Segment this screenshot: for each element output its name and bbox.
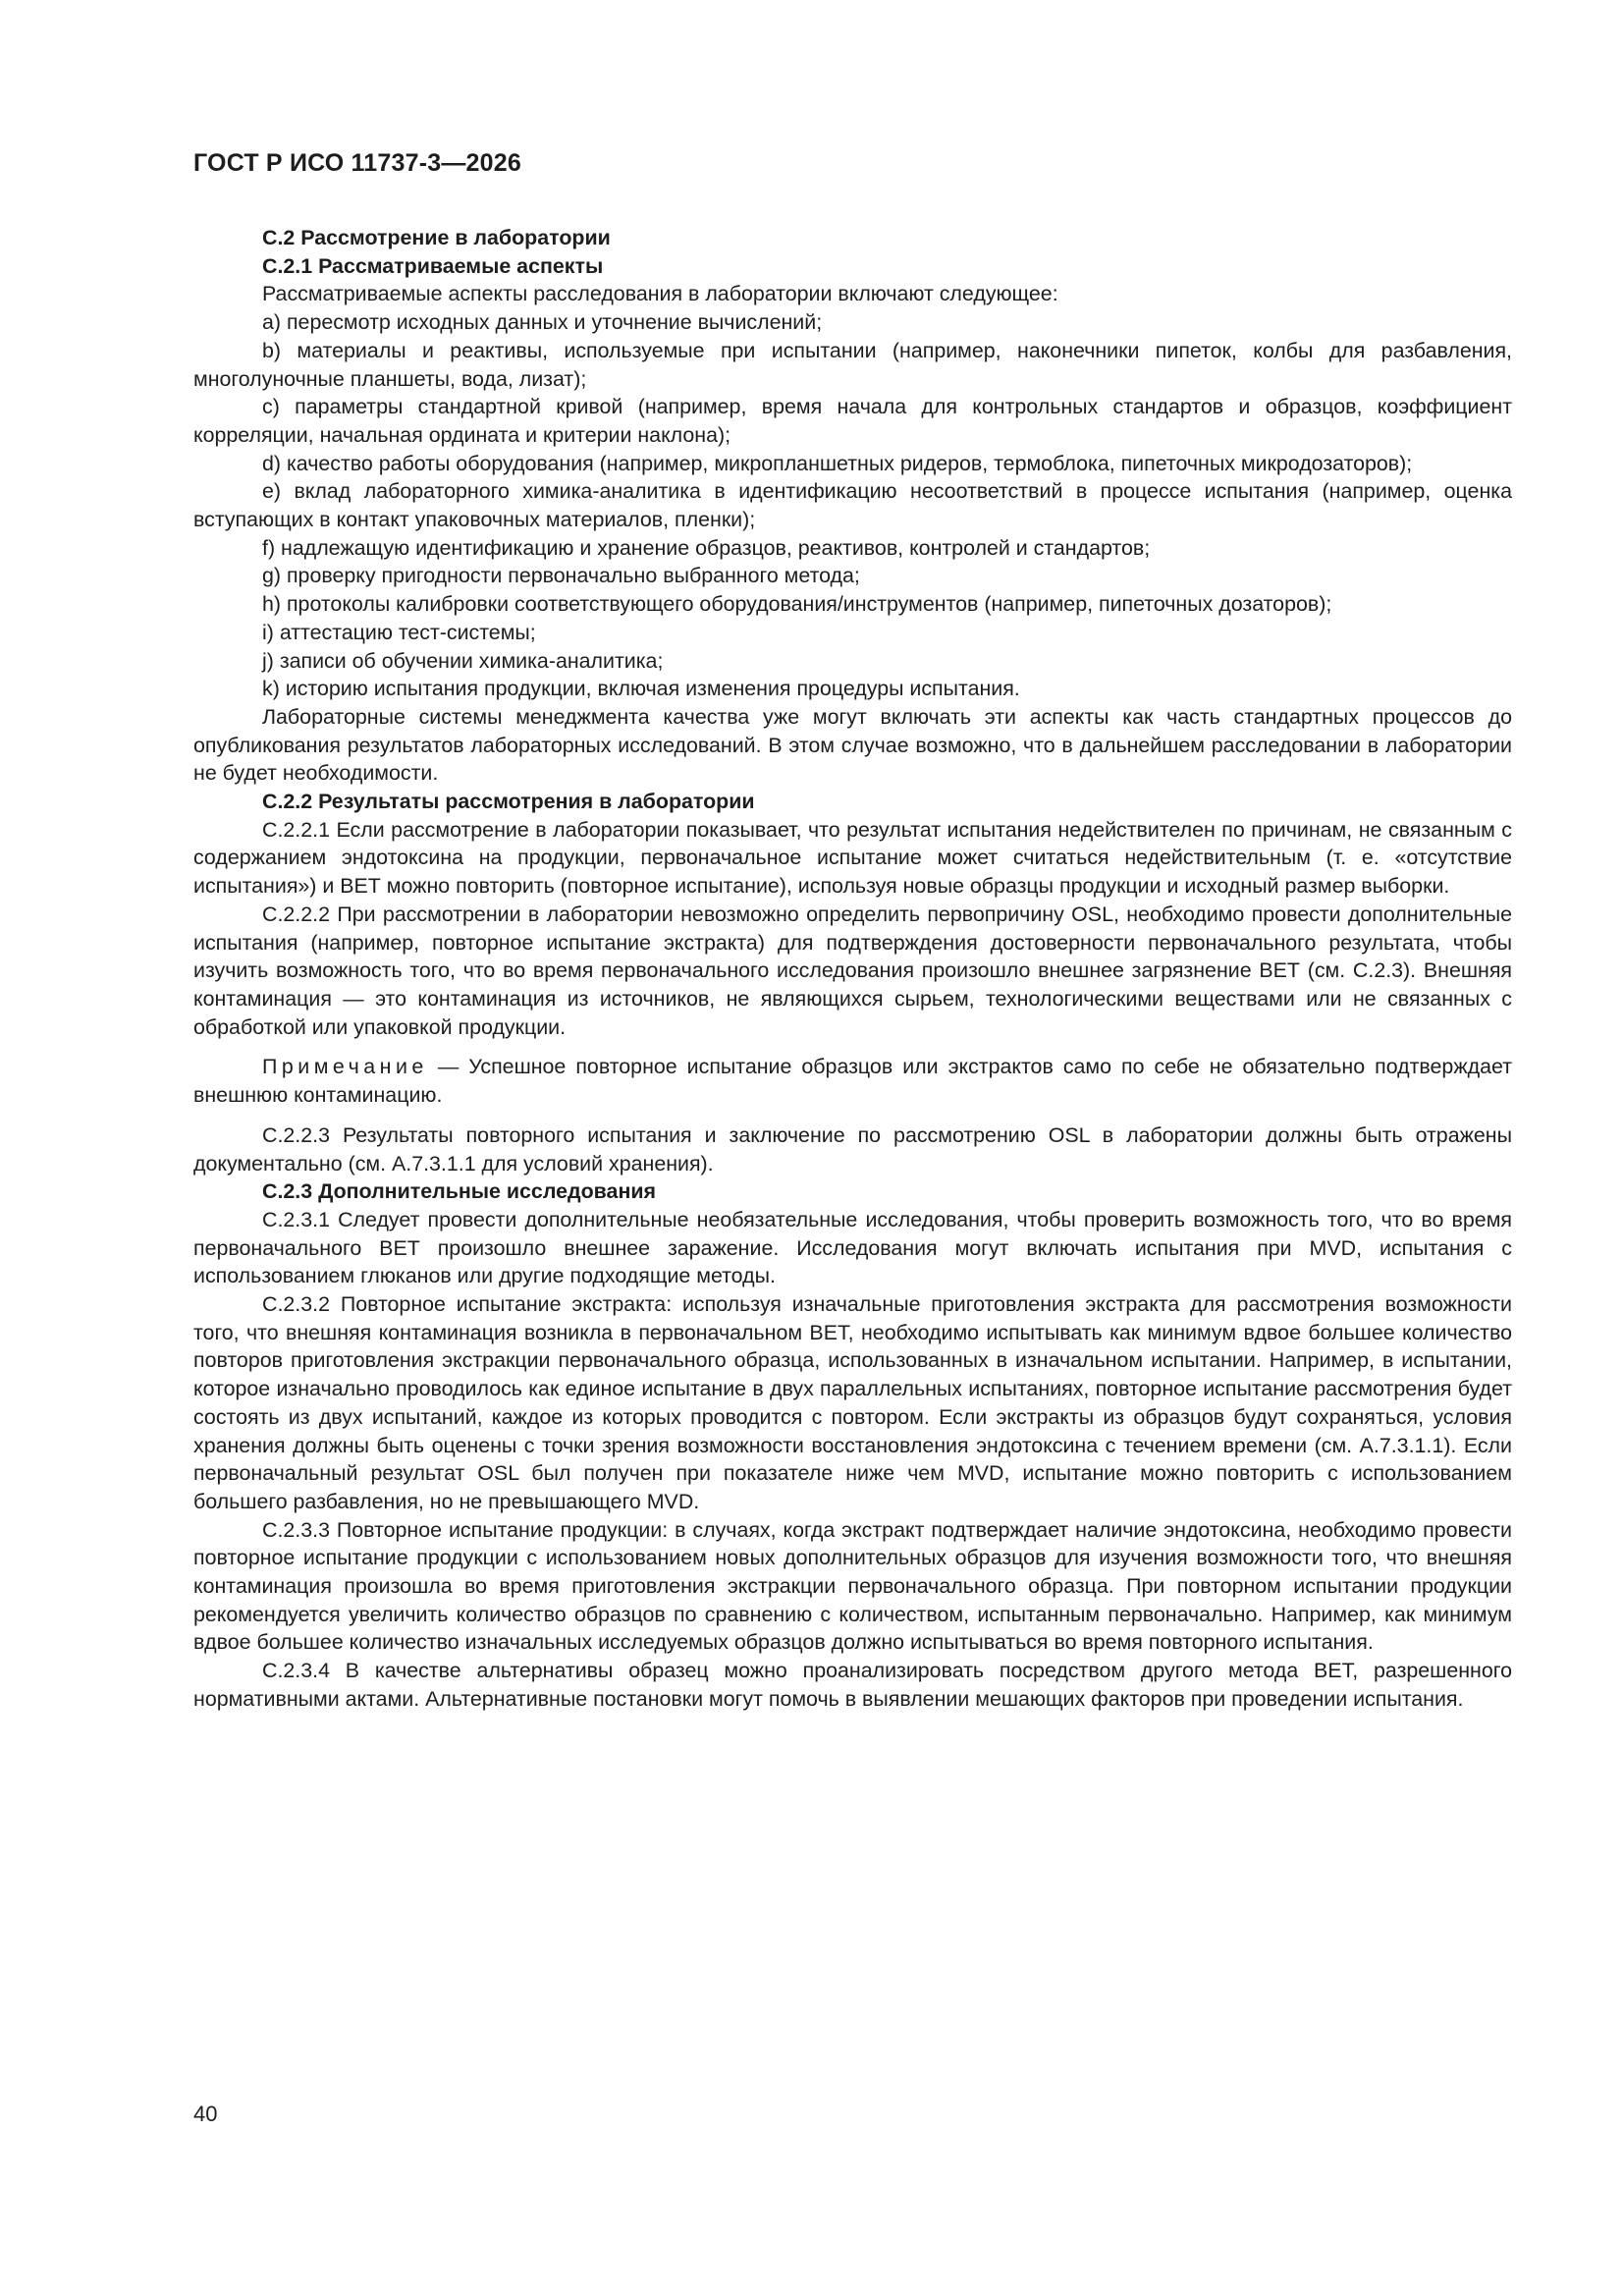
list-item: d) качество работы оборудования (например, микропланшетных ридеров, термоблока, пипеточных микродозаторов); (262, 451, 1413, 475)
section-heading-c22: С.2.2 Результаты рассмотрения в лаборатории (262, 790, 755, 814)
paragraph-c233: С.2.3.3 Повторное испытание продукции: в случаях, когда экстракт подтверждает наличие эндотоксина, необходимо провести повторное испытание продукции с использованием новых дополнительных образцов для изучения возможности того, что внешняя контаминация произошла во время приготовления экстракции первоначального образца. При повторном испытании продукции рекомендуется увеличить количество образцов по сравнению с количеством, испытанным первоначально. Например, как минимум вдвое большее количество изначальных исследуемых образцов должно испытываться во время повторного испытания. (193, 1517, 1512, 1655)
paragraph-c21-closing: Лабораторные системы менеджмента качества уже могут включать эти аспекты как часть стандартных процессов до опубликования результатов лабораторных исследований. В этом случае возможно, что в дальнейшем расследовании в лаборатории не будет необходимости. (193, 704, 1512, 786)
list-item: k) историю испытания продукции, включая изменения процедуры испытания. (262, 677, 1020, 701)
section-heading-c23: С.2.3 Дополнительные исследования (262, 1179, 656, 1204)
list-item: h) протоколы калибровки соответствующего оборудования/инструментов (например, пипеточных дозаторов); (262, 592, 1332, 617)
paragraph-c234: С.2.3.4 В качестве альтернативы образец можно проанализировать посредством другого метода ВЕТ, разрешенного нормативными актами. Альтернативные постановки могут помочь в выявлении мешающих факторов при проведении испытания. (193, 1659, 1512, 1711)
document-header: ГОСТ Р ИСО 11737-3—2026 (193, 149, 521, 177)
list-item: g) проверку пригодности первоначально выбранного метода; (262, 564, 860, 588)
list-item: a) пересмотр исходных данных и уточнение вычислений; (262, 310, 823, 335)
list-item: c) параметры стандартной кривой (например, время начала для контрольных стандартов и образцов, коэффициент корреляции, начальная ордината и критерии наклона); (193, 395, 1512, 447)
list-item: b) материалы и реактивы, используемые при испытании (например, наконечники пипеток, колбы для разбавления, многолуночные планшеты, вода, лизат); (193, 338, 1512, 391)
list-item: i) аттестацию тест-системы; (262, 620, 536, 644)
document-body (193, 224, 1512, 1714)
list-item: j) записи об обучении химика-аналитика; (262, 648, 664, 673)
list-item: e) вклад лабораторного химика-аналитика в идентификацию несоответствий в процессе испытания (например, оценка вступающих в контакт упаковочных материалов, пленки); (193, 479, 1512, 532)
paragraph-c231: С.2.3.1 Следует провести дополнительные необязательные исследования, чтобы проверить возможность того, что во время первоначального ВЕТ произошло внешнее заражение. Исследования могут включать испытания при MVD, испытания с использованием глюканов или другие подходящие методы. (193, 1207, 1512, 1288)
section-heading-c21: С.2.1 Рассматриваемые аспекты (262, 253, 604, 278)
note-paragraph (193, 1053, 1512, 1109)
note-text: — Успешное повторное испытание образцов или экстрактов само по себе не обязательно подтверждает внешнюю контаминацию. (193, 1055, 1512, 1108)
list-item: f) надлежащую идентификацию и хранение образцов, реактивов, контролей и стандартов; (262, 535, 1151, 560)
section-heading-c2: С.2 Рассмотрение в лаборатории (262, 226, 611, 249)
paragraph-c232: С.2.3.2 Повторное испытание экстракта: используя изначальные приготовления экстракта для рассмотрения возможности того, что внешняя контаминация возникла в первоначальном ВЕТ, необходимо испытывать как минимум вдвое большее количество повторов приготовления экстракции первоначального образца, использованных в изначальном испытании. Например, в испытании, которое изначально проводилось как единое испытание в двух параллельных испытаниях, повторное испытание рассмотрения будет состоять из двух испытаний, каждое из которых проводится с повтором. Если экстракты из образцов будут сохраняться, условия хранения должны быть оценены с точки зрения возможности восстановления эндотоксина с течением времени (см. А.7.3.1.1). Если первоначальный результат OSL был получен при показателе ниже чем MVD, испытание можно повторить с использованием большего разбавления, но не превышающего MVD. (193, 1292, 1512, 1513)
page-number: 40 (193, 2102, 218, 2126)
paragraph-c223: С.2.2.3 Результаты повторного испытания и заключение по рассмотрению OSL в лаборатории должны быть отражены документально (см. А.7.3.1.1 для условий хранения). (193, 1122, 1512, 1175)
paragraph-c21-intro: Рассматриваемые аспекты расследования в лаборатории включают следующее: (262, 282, 1058, 306)
note-label: Примечание (262, 1055, 428, 1079)
paragraph-c222: С.2.2.2 При рассмотрении в лаборатории невозможно определить первопричину OSL, необходимо провести дополнительные испытания (например, повторное испытание экстракта) для подтверждения достоверности первоначального результата, чтобы изучить возможность того, что во время первоначального исследования произошло внешнее загрязнение ВЕТ (см. С.2.3). Внешняя контаминация — это контаминация из источников, не являющихся сырьем, технологическими веществами или не связанных с обработкой или упаковкой продукции. (193, 902, 1512, 1039)
paragraph-c221: С.2.2.1 Если рассмотрение в лаборатории показывает, что результат испытания недействителен по причинам, не связанным с содержанием эндотоксина на продукции, первоначальное испытание может считаться недействительным (т. е. «отсутствие испытания») и ВЕТ можно повторить (повторное испытание), используя новые образцы продукции и исходный размер выборки. (193, 817, 1512, 899)
